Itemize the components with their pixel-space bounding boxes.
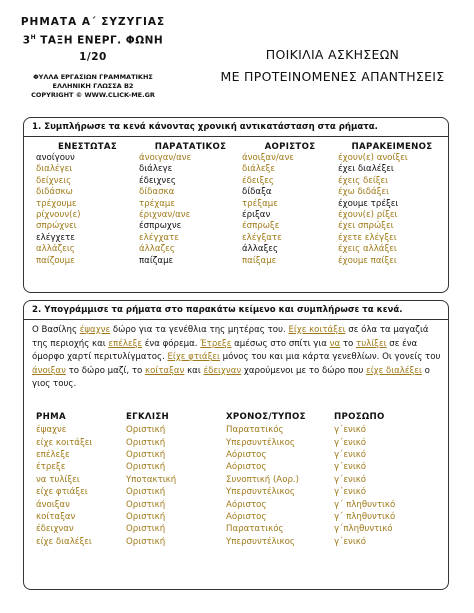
answer-cell: Οριστική (126, 536, 166, 547)
answer-cell: Υπερσυντέλικος (226, 536, 295, 547)
text-segment: σε όλα τα μαγαζιά της περιοχής και (32, 325, 429, 349)
given-cell: άλλαξες (242, 244, 278, 255)
answer-cell: γ΄ενικό (334, 536, 367, 547)
answer-cell: έριχναν/ανε (139, 210, 191, 221)
given-cell: ελέγχετε (36, 232, 75, 243)
exercise-2-instruction: 2. Υπογράμμισε τα ρήματα στο παρακάτω κείμενο και συμπλήρωσε τα κενά. (32, 305, 403, 315)
answer-cell: είχε φτιάξει (36, 487, 88, 498)
text-segment: χαρούμενοι με το δώρο που (241, 365, 367, 376)
given-cell: διάλεγε (139, 164, 173, 175)
answer-cell: έψαχνε (36, 425, 67, 436)
answer-cell: έδειχναν (36, 524, 74, 535)
answer-cell: έχουν(ε) ανοίξει (338, 153, 408, 164)
answer-cell: παίξαμε (242, 255, 277, 266)
subject-label: ΕΛΛΗΝΙΚΗ ΓΛΩΣΣΑ Β2 (52, 81, 134, 90)
answer-cell: Οριστική (126, 462, 166, 473)
table-row (36, 221, 446, 232)
answer-cell: να τυλίξει (36, 474, 80, 485)
answer-cell: ελέγχατε (139, 232, 179, 243)
answer-cell: Οριστική (126, 449, 166, 460)
answer-cell: σπρώχνει (36, 221, 77, 232)
text-segment: Ο Βασίλης (32, 325, 80, 335)
answer-cell: γ΄ πληθυντικό (334, 499, 396, 510)
text-segment: το (340, 338, 357, 349)
answer-cell: έχει σπρώξει (338, 221, 394, 232)
answer-cell: Υποτακτική (126, 474, 177, 485)
answer-cell: επέλεξε (36, 449, 70, 460)
series-label: ΦΥΛΛΑ ΕΡΓΑΣΙΩΝ ΓΡΑΜΜΑΤΙΚΗΣ (33, 72, 153, 81)
answer-cell: έχετε ελέγξει (338, 232, 397, 243)
answer-cell: Αόριστος (226, 462, 267, 473)
answer-cell: γ΄ενικό (334, 425, 367, 436)
text-segment: ένα φόρεμα. (142, 338, 201, 349)
answer-cell: Υπερσυντέλικος (226, 437, 295, 448)
text-segment: σε ένα όμορφο χαρτί περιτυλίγματος. (32, 338, 418, 363)
table-row (36, 244, 446, 255)
underlined-verb: Είχε κοιτάξει (288, 325, 346, 335)
heading-line-1: ΠΟΙΚΙΛΙΑ ΑΣΚΗΣΕΩΝ (265, 47, 400, 62)
table-row (36, 424, 446, 436)
given-cell: έσπρωχνε (139, 221, 182, 232)
answer-cell: έχω διδάξει (338, 187, 389, 198)
answer-cell: γ΄πληθυντικό (334, 524, 393, 535)
story-paragraph (32, 324, 444, 392)
table-row (36, 152, 446, 163)
answer-cell: δίδασκα (139, 187, 175, 198)
answer-cell: έτρεξε (36, 462, 66, 473)
table-row (36, 232, 446, 243)
answer-cell: ελέγξατε (242, 232, 282, 243)
answer-cell: γ΄ενικό (334, 437, 367, 448)
analysis-table (36, 409, 446, 548)
text-segment: ο γιος τους. (32, 365, 430, 390)
worksheet-subtitle: $3^H$ ΤΑΞΗ ΕΝΕΡΓ. ΦΩΝΗ 1/20 (22, 34, 164, 63)
answer-cell: άνοιξαν (36, 499, 70, 510)
underlined-verb: να (329, 338, 341, 349)
text-segment: δώρο για τα γενέθλια της μητέρας του. (110, 325, 289, 335)
text-segment: μόνος του και μια κάρτα γενεθλίων. Οι γονείς του (219, 352, 441, 363)
table-row (36, 187, 446, 198)
table-row (36, 461, 446, 473)
answer-cell: Αόριστος (226, 499, 267, 510)
worksheet-title: ΡΗΜΑΤΑ Α΄ ΣΥΖΥΓΙΑΣ (20, 16, 166, 28)
answer-cell: γ΄ενικό (334, 487, 367, 498)
answer-cell: Οριστική (126, 524, 166, 535)
table-row (36, 449, 446, 461)
given-cell: παίζαμε (139, 255, 174, 266)
text-segment: το δώρο μαζί, το (65, 365, 146, 376)
underlined-verb: έδειχναν (203, 365, 242, 376)
given-cell: ανοίγουν (36, 153, 75, 164)
answer-cell: άνοιγαν/ανε (139, 153, 192, 164)
heading-line-2: ΜΕ ΠΡΟΤΕΙΝΟΜΕΝΕΣ ΑΠΑΝΤΗΣΕΙΣ (220, 69, 445, 84)
answer-cell: τρέξαμε (242, 198, 278, 209)
given-cell: έχει διαλέξει (338, 164, 394, 175)
text-segment: και (184, 365, 204, 376)
underlined-verb: έψαχνε (79, 325, 111, 335)
answer-cell: κοίταξαν (36, 511, 76, 522)
exercise-1-box (23, 117, 449, 293)
exercise-1-instruction: 1. Συμπλήρωσε τα κενά κάνοντας χρονική αντικατάσταση στα ρήματα. (32, 122, 378, 132)
answer-cell: Οριστική (126, 511, 166, 522)
given-cell: έχουμε τρέξει (338, 198, 399, 209)
underlined-verb: κοίταξαν (145, 365, 185, 376)
table-header-row (36, 141, 446, 152)
header-right (205, 44, 460, 88)
table-row (36, 523, 446, 535)
answer-cell: παίζουμε (36, 255, 75, 266)
answer-cell: αλλάζεις (36, 244, 75, 255)
header-left (18, 14, 168, 100)
table-row (36, 164, 446, 175)
underlined-verb: τυλίξει (356, 338, 387, 349)
answer-cell: γ΄ πληθυντικό (334, 511, 396, 522)
underlined-verb: επέλεξε (108, 338, 143, 349)
answer-cell: γ΄ενικό (334, 462, 367, 473)
column-header: ΕΓΚΛΙΣΗ (126, 411, 170, 422)
tense-table (36, 141, 446, 266)
answer-cell: Οριστική (126, 487, 166, 498)
given-cell: έδειχνες (139, 175, 176, 186)
table-row (36, 536, 446, 548)
column-header: ΡΗΜΑ (36, 411, 66, 422)
answer-cell: γ΄ενικό (334, 474, 367, 485)
exercise-2-box (23, 300, 449, 590)
underlined-verb: άνοιξαν (32, 365, 66, 376)
table-row (36, 436, 446, 448)
answer-cell: είχε κοιτάξει (36, 437, 93, 448)
answer-cell: Παρατατικός (226, 524, 284, 535)
answer-cell: άλλαζες (139, 244, 175, 255)
copyright-label: COPYRIGHT © WWW.CLICK-ME.GR (31, 90, 155, 99)
table-row (36, 255, 446, 266)
answer-cell: Παρατατικός (226, 425, 284, 436)
table-row (36, 209, 446, 220)
underlined-verb: είχε διαλέξει (366, 365, 422, 376)
column-header: ΠΡΟΣΩΠΟ (334, 411, 385, 422)
answer-cell: έδειξες (242, 175, 274, 186)
answer-cell: γ΄ενικό (334, 449, 367, 460)
answer-cell: έσπρωξε (242, 221, 280, 232)
answer-cell: Οριστική (126, 425, 166, 436)
answer-cell: Αόριστος (226, 511, 267, 522)
answer-cell: ρίχνουν(ε) (36, 210, 81, 221)
answer-cell: έχουμε παίξει (338, 255, 397, 266)
column-header: ΠΑΡΑΤΑΤΙΚΟΣ (154, 141, 227, 152)
answer-cell: τρέχουμε (36, 198, 77, 209)
divider (24, 319, 448, 320)
column-header: ΧΡΟΝΟΣ/ΤΥΠΟΣ (226, 411, 306, 422)
column-header: ΠΑΡΑΚΕΙΜΕΝΟΣ (351, 141, 433, 152)
answer-cell: τρέχαμε (139, 198, 176, 209)
text-segment: αμέσως στο σπίτι για (231, 338, 330, 349)
answer-cell: δείχνεις (36, 175, 72, 186)
given-cell: έριξαν (242, 210, 271, 221)
underlined-verb: Είχε φτιάξει (167, 352, 220, 363)
answer-cell: διάλεξε (242, 164, 275, 175)
table-row (36, 498, 446, 510)
column-header: ΑΟΡΙΣΤΟΣ (264, 141, 316, 152)
table-header-row (36, 409, 446, 424)
answer-cell: έχεις αλλάξει (338, 244, 397, 255)
underlined-verb: Έτρεξε (200, 338, 232, 349)
answer-cell: Συνοπτική (Αορ.) (226, 474, 299, 485)
answer-cell: Αόριστος (226, 449, 267, 460)
answer-cell: είχε διαλέξει (36, 536, 92, 547)
table-row (36, 474, 446, 486)
answer-cell: Οριστική (126, 437, 166, 448)
answer-cell: έχουν(ε) ρίξει (338, 210, 398, 221)
column-header: ΕΝΕΣΤΩΤΑΣ (57, 141, 118, 152)
answer-cell: διαλέγει (36, 164, 73, 175)
given-cell: δίδαξα (242, 187, 272, 198)
table-row (36, 198, 446, 209)
answer-cell: διδάσκω (36, 187, 73, 198)
answer-cell: Υπερσυντέλικος (226, 487, 295, 498)
table-row (36, 511, 446, 523)
table-row (36, 486, 446, 498)
answer-cell: άνοιξαν/ανε (242, 153, 294, 164)
divider (24, 136, 448, 137)
answer-cell: έχεις δείξει (338, 175, 389, 186)
table-row (36, 175, 446, 186)
answer-cell: Οριστική (126, 499, 166, 510)
